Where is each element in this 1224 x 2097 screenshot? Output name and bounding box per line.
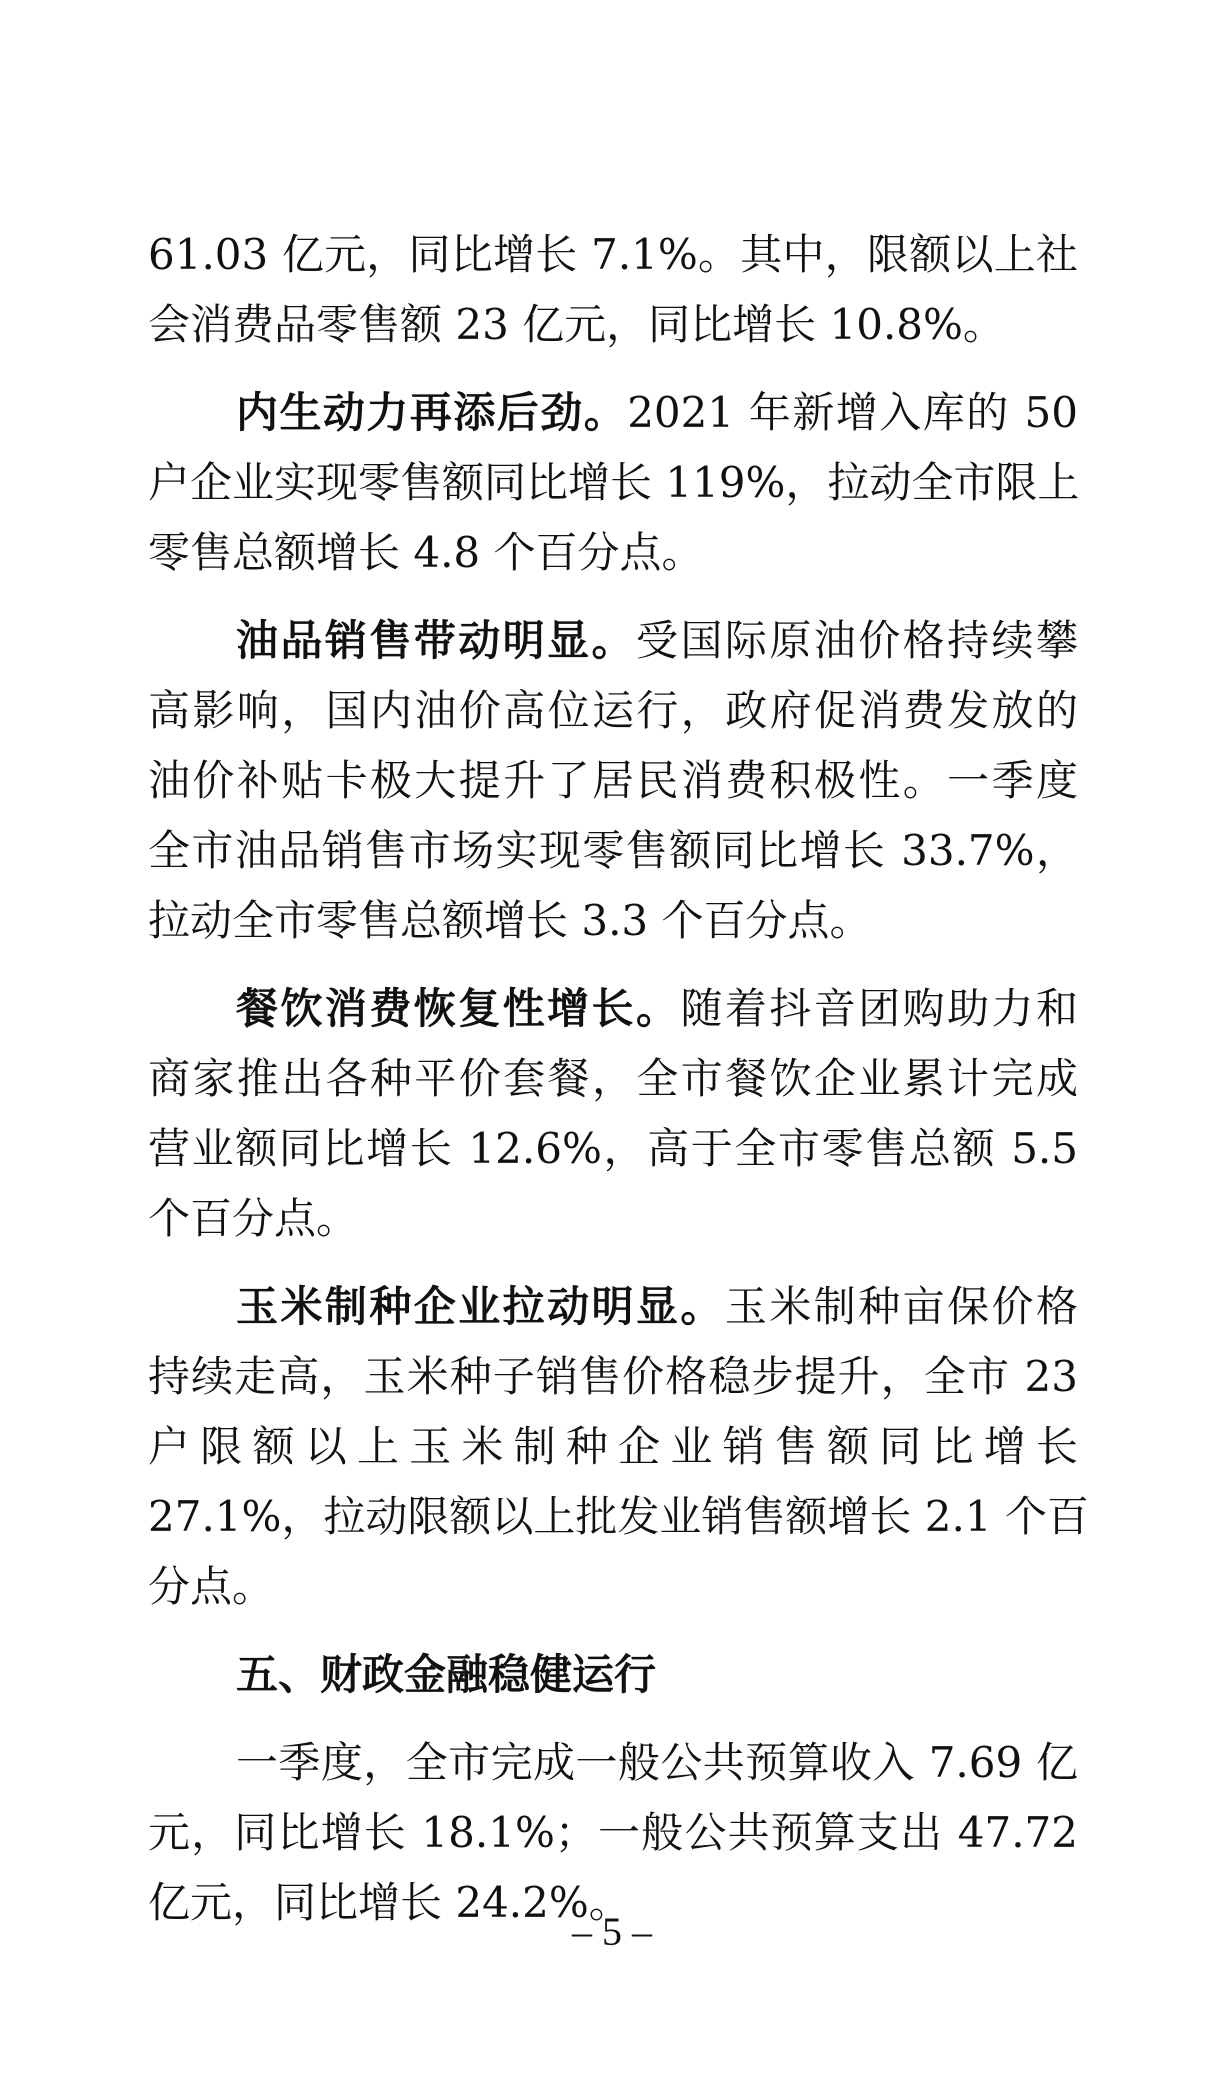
- text-line: 61.03 亿元，同比增长 7.1%。其中，限额以上社: [148, 230, 1078, 279]
- text-line: [148, 378, 1078, 448]
- document-body: [148, 220, 1089, 1938]
- text-line: 27.1%，拉动限额以上批发业销售额增长 2.1 个百: [148, 1492, 1089, 1541]
- text-line: [148, 1272, 1078, 1342]
- section-title: 五、财政金融稳健运行: [236, 1650, 657, 1699]
- paragraph-text: 玉米制种亩保价格: [724, 1282, 1078, 1331]
- text-line: [148, 606, 1078, 676]
- text-line: 拉动全市零售总额增长 3.3 个百分点。: [148, 896, 872, 945]
- text-line: 个百分点。: [148, 1194, 359, 1243]
- text-line: 元，同比增长 18.1%；一般公共预算支出 47.72: [148, 1808, 1078, 1857]
- paragraph-oil-sales: [148, 606, 1078, 956]
- paragraph-retail-total: [148, 220, 1078, 360]
- text-line: 户企业实现零售额同比增长 119%，拉动全市限上: [148, 458, 1080, 507]
- paragraph-endogenous-momentum: [148, 378, 1078, 588]
- paragraph-heading: 油品销售带动明显。: [236, 616, 636, 665]
- paragraph-text: 随着抖音团购助力和: [680, 984, 1078, 1033]
- paragraph-heading: 内生动力再添后劲。: [236, 388, 628, 437]
- page-number: – 5 –: [572, 1909, 652, 1954]
- text-line: 一季度，全市完成一般公共预算收入 7.69 亿: [236, 1738, 1078, 1787]
- text-line: 油价补贴卡极大提升了居民消费积极性。一季度: [148, 756, 1078, 805]
- text-line: 商家推出各种平价套餐，全市餐饮企业累计完成: [148, 1054, 1078, 1103]
- text-line: 持续走高，玉米种子销售价格稳步提升，全市 23: [148, 1352, 1078, 1401]
- text-line: 零售总额增长 4.8 个百分点。: [148, 528, 704, 577]
- text-line: 户限额以上玉米制种企业销售额同比增长: [148, 1422, 1078, 1471]
- text-line: 营业额同比增长 12.6%，高于全市零售总额 5.5: [148, 1124, 1078, 1173]
- text-line: 分点。: [148, 1562, 275, 1611]
- text-line: [148, 974, 1078, 1044]
- paragraph-text: 受国际原油价格持续攀: [636, 616, 1078, 665]
- section-heading: [148, 1640, 1078, 1710]
- paragraph-corn-seed: [148, 1272, 1089, 1622]
- text-line: 亿元，同比增长 24.2%。: [148, 1878, 631, 1927]
- paragraph-catering: [148, 974, 1078, 1254]
- text-line: 会消费品零售额 23 亿元，同比增长 10.8%。: [148, 300, 1005, 349]
- text-line: 高影响，国内油价高位运行，政府促消费发放的: [148, 686, 1078, 735]
- paragraph-text: 2021 年新增入库的 50: [627, 388, 1078, 437]
- paragraph-heading: 玉米制种企业拉动明显。: [236, 1282, 725, 1331]
- text-line: 全市油品销售市场实现零售额同比增长 33.7%，: [148, 826, 1078, 875]
- paragraph-heading: 餐饮消费恢复性增长。: [236, 984, 681, 1033]
